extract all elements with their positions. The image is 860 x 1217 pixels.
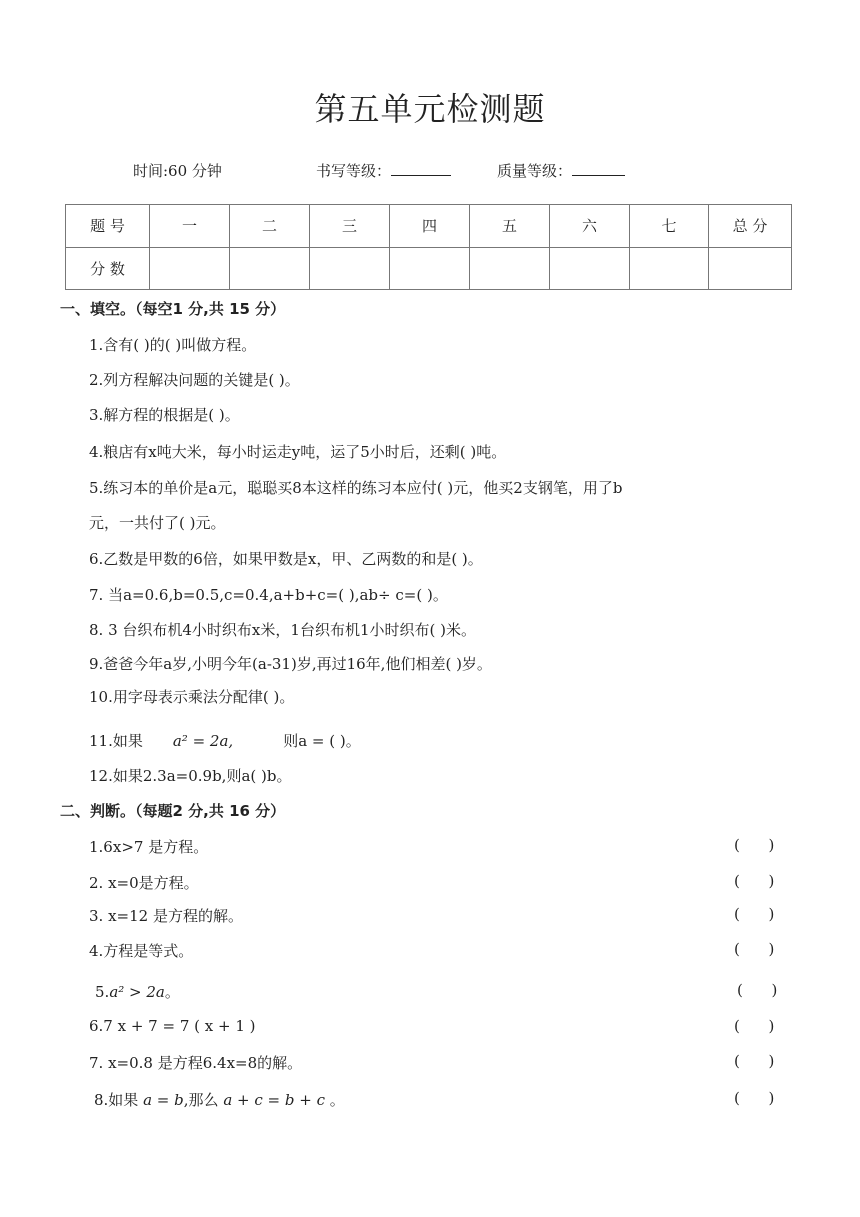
- q11-equation: a² = 2a,: [172, 732, 234, 750]
- q5-suffix: 。: [164, 983, 180, 1001]
- fill-question-1: 1.含有( )的( )叫做方程。: [89, 336, 257, 354]
- judge-question-3: 3. x=12 是方程的解。: [89, 907, 243, 925]
- header-cell: 六: [550, 205, 630, 248]
- q5-prefix: 5.: [95, 983, 110, 1001]
- q11-suffix: 则a = ( )。: [283, 732, 361, 750]
- judge-answer-2[interactable]: ( ): [734, 872, 775, 890]
- header-cell: 五: [470, 205, 550, 248]
- score-cell[interactable]: [709, 247, 792, 290]
- fill-question-5-line-2: 元，一共付了( )元。: [89, 514, 226, 532]
- score-cell[interactable]: [630, 247, 709, 290]
- fill-question-2: 2.列方程解决问题的关键是( )。: [89, 371, 300, 389]
- score-cell[interactable]: [230, 247, 310, 290]
- score-cell[interactable]: [150, 247, 230, 290]
- judge-question-8: [94, 1089, 345, 1110]
- judge-answer-6[interactable]: ( ): [734, 1017, 775, 1035]
- judge-question-4: 4.方程是等式。: [89, 942, 194, 960]
- fill-question-9: 9.爸爸今年a岁,小明今年(a-31)岁,再过16年,他们相差( )岁。: [89, 655, 492, 673]
- quality-grade-label: 质量等级：: [497, 162, 573, 180]
- judge-question-5: [95, 981, 180, 1002]
- header-cell: 题 号: [66, 205, 150, 248]
- judge-answer-7[interactable]: ( ): [734, 1052, 775, 1070]
- judge-answer-1[interactable]: ( ): [734, 836, 775, 854]
- fill-question-7: 7. 当a=0.6,b=0.5,c=0.4,a+b+c=( ),ab÷ c=( )。: [89, 586, 448, 604]
- fill-question-11: [89, 730, 361, 751]
- judge-answer-3[interactable]: ( ): [734, 905, 775, 923]
- score-table-header-row: [66, 205, 792, 248]
- score-table-score-row: [66, 247, 792, 290]
- judge-question-2: 2. x=0是方程。: [89, 874, 199, 892]
- score-cell[interactable]: [550, 247, 630, 290]
- page-title: 第五单元检测题: [314, 90, 546, 128]
- quality-grade: [497, 160, 625, 181]
- q8-condition: a = b: [143, 1091, 184, 1109]
- time-limit: 时间:60 分钟: [133, 162, 222, 180]
- writing-grade-blank[interactable]: [391, 161, 451, 176]
- fill-question-5-line-1: 5.练习本的单价是a元，聪聪买8本这样的练习本应付( )元，他买2支钢笔，用了b: [89, 479, 623, 497]
- fill-question-10: 10.用字母表示乘法分配律( )。: [89, 688, 295, 706]
- score-cell[interactable]: [390, 247, 470, 290]
- score-cell[interactable]: [470, 247, 550, 290]
- judge-answer-5[interactable]: ( ): [737, 981, 778, 999]
- score-row-label: 分 数: [66, 247, 150, 290]
- fill-question-6: 6.乙数是甲数的6倍，如果甲数是x，甲、乙两数的和是( )。: [89, 550, 483, 568]
- section-fill-in-heading: 一、填空。（每空1 分,共 15 分）: [60, 300, 286, 318]
- score-table: [65, 204, 792, 290]
- fill-question-3: 3.解方程的根据是( )。: [89, 406, 240, 424]
- q8-mid: ,那么: [183, 1091, 219, 1109]
- fill-question-12: 12.如果2.3a=0.9b,则a( )b。: [89, 767, 292, 785]
- q8-prefix: 8.如果: [94, 1091, 139, 1109]
- score-cell[interactable]: [310, 247, 390, 290]
- q8-suffix: 。: [329, 1091, 345, 1109]
- writing-grade-label: 书写等级：: [316, 162, 392, 180]
- q11-prefix: 11.如果: [89, 732, 143, 750]
- writing-grade: [316, 160, 451, 181]
- q8-conclusion: a + c = b + c: [223, 1091, 325, 1109]
- judge-question-1: 1.6x>7 是方程。: [89, 838, 209, 856]
- header-cell: 三: [310, 205, 390, 248]
- fill-question-8: 8. 3 台织布机4小时织布x米，1台织布机1小时织布( )米。: [89, 621, 476, 639]
- q5-inequality: a² > 2a: [109, 983, 165, 1001]
- judge-answer-8[interactable]: ( ): [734, 1089, 775, 1107]
- judge-question-6: 6.7 x + 7 = 7 ( x + 1 ): [89, 1017, 256, 1035]
- judge-question-7: 7. x=0.8 是方程6.4x=8的解。: [89, 1054, 303, 1072]
- quality-grade-blank[interactable]: [572, 161, 625, 176]
- header-cell: 一: [150, 205, 230, 248]
- fill-question-4: 4.粮店有x吨大米，每小时运走y吨，运了5小时后，还剩( )吨。: [89, 443, 507, 461]
- header-cell: 二: [230, 205, 310, 248]
- header-cell: 四: [390, 205, 470, 248]
- judge-answer-4[interactable]: ( ): [734, 940, 775, 958]
- header-cell: 总 分: [709, 205, 792, 248]
- section-judge-heading: 二、判断。（每题2 分,共 16 分）: [60, 802, 286, 820]
- header-cell: 七: [630, 205, 709, 248]
